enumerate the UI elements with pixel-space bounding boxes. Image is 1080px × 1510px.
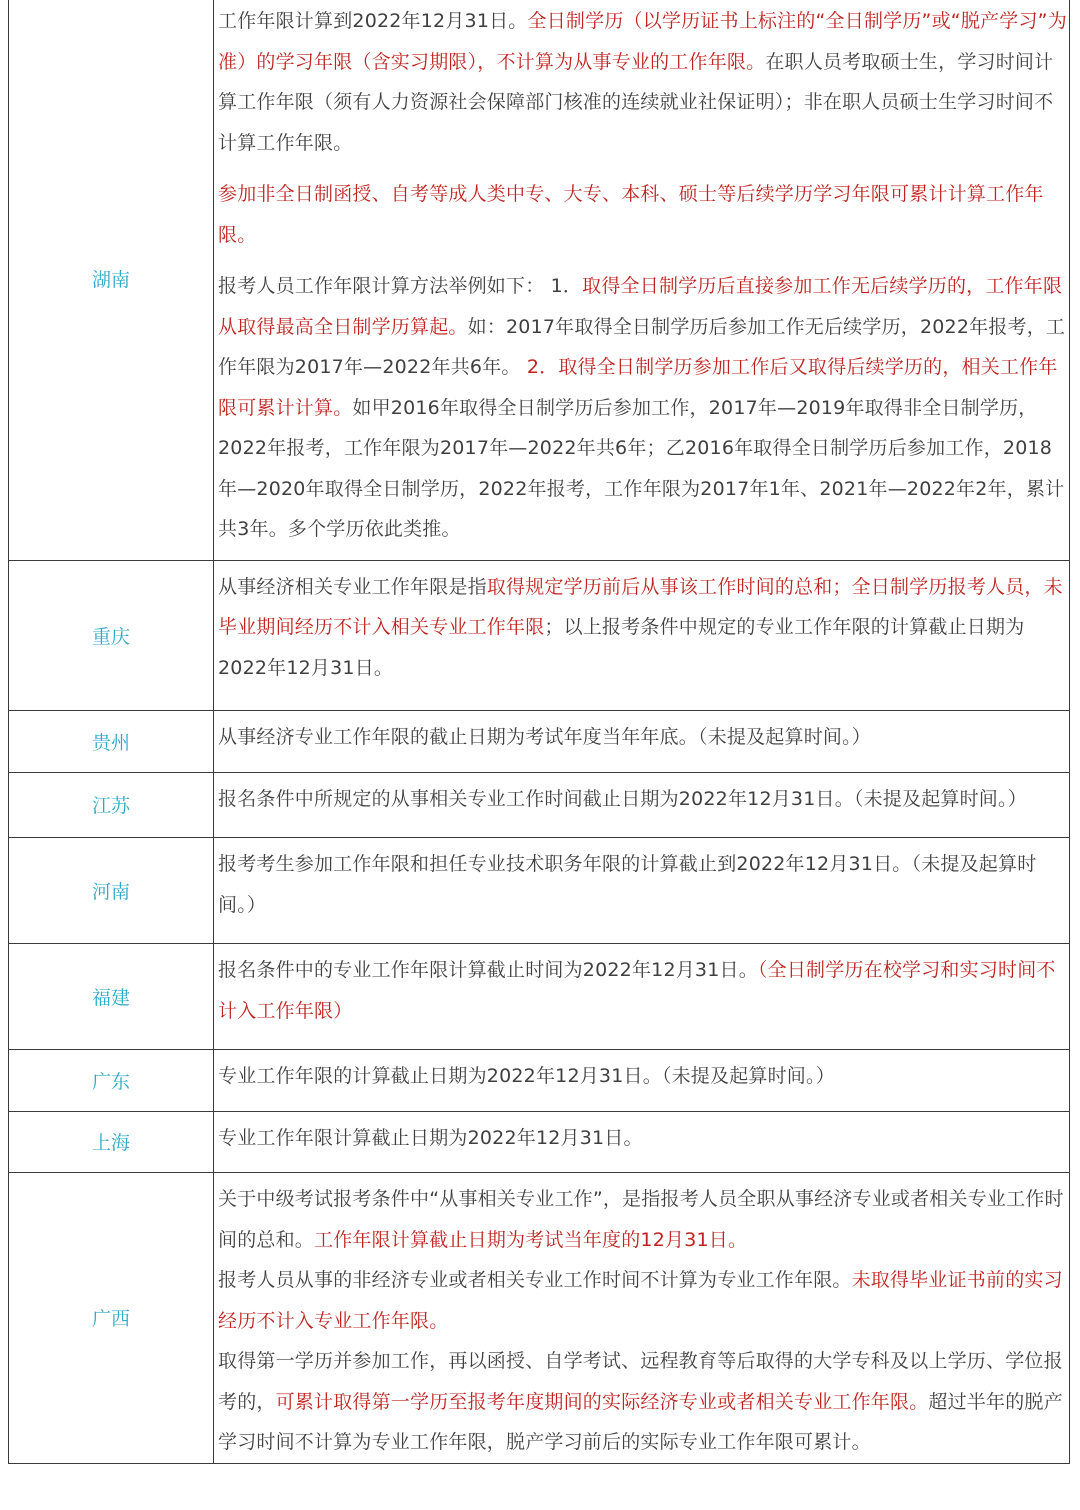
policy-paragraph: 工作年限计算到2022年12月31日。全日制学历（以学历证书上标注的“全日制学历”或“脱产学习”为准）的学习年限（含实习期限），不计算为从事专业的工作年限。在职人员考取硕士生，学习时间计算工作年限（须有人力资源社会保障部门核准的连续就业社保证明）；非在职人员硕士生学习时间不计算工作年限。 [218,10,1067,154]
province-cell: 贵州 [9,711,214,773]
policy-cell [214,838,1070,944]
province-cell: 重庆 [9,560,214,711]
policy-paragraph: 从事经济专业工作年限的截止日期为考试年度当年年底。（未提及起算时间。） [218,726,872,748]
policy-paragraph: 从事经济相关专业工作年限是指取得规定学历前后从事该工作时间的总和；全日制学历报考人员，未毕业期间经历不计入相关专业工作年限；以上报考条件中规定的专业工作年限的计算截止日期为2022年12月31日。 [218,575,1063,679]
policy-cell [214,1111,1070,1173]
table-row [9,1050,1070,1112]
province-cell: 广东 [9,1050,214,1112]
policy-paragraph: 取得第一学历并参加工作，再以函授、自学考试、远程教育等后取得的大学专科及以上学历、学位报考的，可累计取得第一学历至报考年度期间的实际经济专业或者相关专业工作年限。超过半年的脱产学习时间不计算为专业工作年限，脱产学习前后的实际专业工作年限可累计。 [218,1350,1063,1453]
policy-cell [214,1050,1070,1112]
province-cell: 上海 [9,1111,214,1173]
province-cell: 广西 [9,1173,214,1464]
table-row [9,772,1070,838]
table-row [9,0,1070,560]
province-cell: 福建 [9,944,214,1050]
policy-cell [214,711,1070,773]
table-row [9,944,1070,1050]
table-row [9,711,1070,773]
table-row [9,838,1070,944]
table-row [9,560,1070,711]
policy-cell [214,1173,1070,1464]
province-cell: 湖南 [9,0,214,560]
policy-paragraph: 报名条件中的专业工作年限计算截止时间为2022年12月31日。（全日制学历在校学习和实习时间不计入工作年限） [218,959,1056,1022]
province-cell: 河南 [9,838,214,944]
policy-paragraph: 专业工作年限的计算截止日期为2022年12月31日。（未提及起算时间。） [218,1065,835,1087]
policy-paragraph: 报考人员工作年限计算方法举例如下： 1．取得全日制学历后直接参加工作无后续学历的，工作年限从取得最高全日制学历算起。如：2017年取得全日制学历后参加工作无后续学历，2022年报考，工作年限为2017年—2022年共6年。 2．取得全日制学历参加工作后又取得后续学历的，相关工作年限可累计计算。如甲2016年取得全日制学历后参加工作，2017年—2019年取得非全日制学历，2022年报考，工作年限为2017年—2022年共6年；乙2016年取得全日制学历后参加工作，2018年—2020年取得全日制学历，2022年报考，工作年限为2017年1年、2021年—2022年2年，累计共3年。多个学历依此类推。 [218,275,1066,540]
work-years-policy-table [8,0,1070,1464]
policy-paragraph: 关于中级考试报考条件中“从事相关专业工作”，是指报考人员全职从事经济专业或者相关专业工作时间的总和。工作年限计算截止日期为考试当年度的12月31日。 [218,1188,1064,1251]
policy-paragraph: 参加非全日制函授、自考等成人类中专、大专、本科、硕士等后续学历学习年限可累计计算工作年限。 [218,183,1044,246]
table-row [9,1173,1070,1464]
policy-paragraph: 专业工作年限计算截止日期为2022年12月31日。 [218,1126,643,1149]
policy-paragraph: 报考人员从事的非经济专业或者相关专业工作时间不计算为专业工作年限。未取得毕业证书前的实习经历不计入专业工作年限。 [218,1269,1063,1332]
province-cell: 江苏 [9,772,214,838]
policy-cell [214,772,1070,838]
policy-cell [214,944,1070,1050]
policy-paragraph: 报名条件中所规定的从事相关专业工作时间截止日期为2022年12月31日。（未提及起算时间。） [218,787,1027,810]
policy-cell [214,560,1070,711]
policy-paragraph: 报考考生参加工作年限和担任专业技术职务年限的计算截止到2022年12月31日。（未提及起算时间。） [218,853,1037,916]
table-row [9,1111,1070,1173]
policy-cell [214,0,1070,560]
